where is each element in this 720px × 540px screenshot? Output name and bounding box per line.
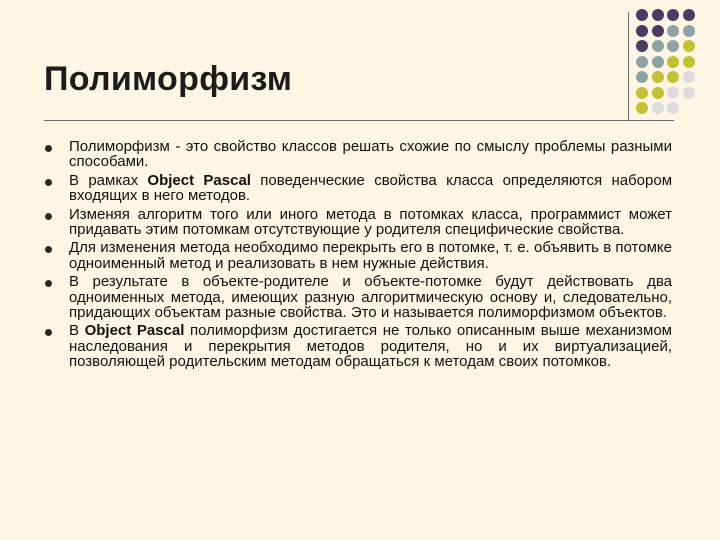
- bullet-dot-icon: [45, 246, 52, 253]
- decorative-dot: [667, 87, 679, 99]
- decorative-dot: [667, 25, 679, 37]
- bullet-dot-icon: [45, 280, 52, 287]
- bullet-item: [44, 323, 672, 369]
- decorative-dot: [636, 9, 648, 21]
- decorative-dot: [652, 71, 664, 83]
- decorative-dot: [636, 40, 648, 52]
- decorative-dot: [636, 87, 648, 99]
- bullet-dot-icon: [45, 145, 52, 152]
- bullet-item: [44, 173, 672, 204]
- decorative-dot: [683, 25, 695, 37]
- decorative-dot: [683, 40, 695, 52]
- bullet-text-bold: Object Pascal: [84, 322, 185, 340]
- vertical-divider-line: [628, 12, 629, 120]
- bullet-item: [44, 207, 672, 238]
- bullet-text: [69, 172, 672, 204]
- bullet-text-segment: В результате в объекте-родителе и объекте-потомке будут действовать два одноименных метода, имеющих разную алгоритмическую основу и, следовательно, придающих объектам разные свойства. Это и называется полиморфизмом объектов.: [69, 273, 672, 322]
- bullet-dot-icon: [45, 213, 52, 220]
- bullet-text-segment: Изменяя алгоритм того или иного метода в потомках класса, программист может придавать этим потомкам отсутствующие у родителя специфические свойства.: [69, 205, 672, 239]
- decorative-dot: [636, 25, 648, 37]
- decorative-dot: [683, 71, 695, 83]
- bullet-text: [69, 322, 672, 370]
- bullet-list: [44, 139, 672, 373]
- bullet-text: [69, 239, 672, 271]
- bullet-text-segment: В: [69, 322, 85, 340]
- decorative-dot-grid: [636, 9, 720, 119]
- decorative-dot: [652, 9, 664, 21]
- decorative-dot: [667, 40, 679, 52]
- bullet-text-bold: Object Pascal: [147, 171, 251, 189]
- decorative-dot: [683, 56, 695, 68]
- bullet-text-segment: Полиморфизм - это свойство классов решать схожие по смыслу проблемы разными способами.: [69, 138, 672, 171]
- decorative-dot: [652, 56, 664, 68]
- decorative-dot: [652, 40, 664, 52]
- bullet-item: [44, 240, 672, 271]
- decorative-dot: [652, 102, 664, 114]
- decorative-dot: [667, 71, 679, 83]
- title-underline: [44, 120, 674, 121]
- decorative-dot: [667, 102, 679, 114]
- decorative-dot: [636, 102, 648, 114]
- decorative-dot: [636, 56, 648, 68]
- bullet-dot-icon: [45, 179, 52, 186]
- decorative-dot: [683, 9, 695, 21]
- bullet-text: [69, 138, 672, 170]
- bullet-text-segment: поведенческие свойства класса определяются набором входящих в него методов.: [69, 171, 673, 205]
- bullet-item: [44, 274, 672, 320]
- decorative-dot: [652, 87, 664, 99]
- bullet-text-segment: Для изменения метода необходимо перекрыть его в потомке, т. е. объявить в потомке одноименный метод и реализовать в нем нужные действия.: [69, 239, 672, 272]
- bullet-text-segment: полиморфизм достигается не только описанным выше механизмом наследования и перекрытия методов родителя, но и их виртуализацией, позволяющей родительским методам обращаться к методам своих потомков.: [69, 322, 672, 371]
- bullet-text: [69, 273, 672, 321]
- decorative-dot: [667, 56, 679, 68]
- decorative-dot: [683, 87, 695, 99]
- bullet-item: [44, 139, 672, 170]
- bullet-text-segment: В рамках: [69, 171, 148, 189]
- decorative-dot: [652, 25, 664, 37]
- bullet-dot-icon: [45, 329, 52, 336]
- decorative-dot: [667, 9, 679, 21]
- slide-title: Полиморфизм: [44, 60, 293, 98]
- bullet-text: [69, 206, 672, 238]
- decorative-dot: [636, 71, 648, 83]
